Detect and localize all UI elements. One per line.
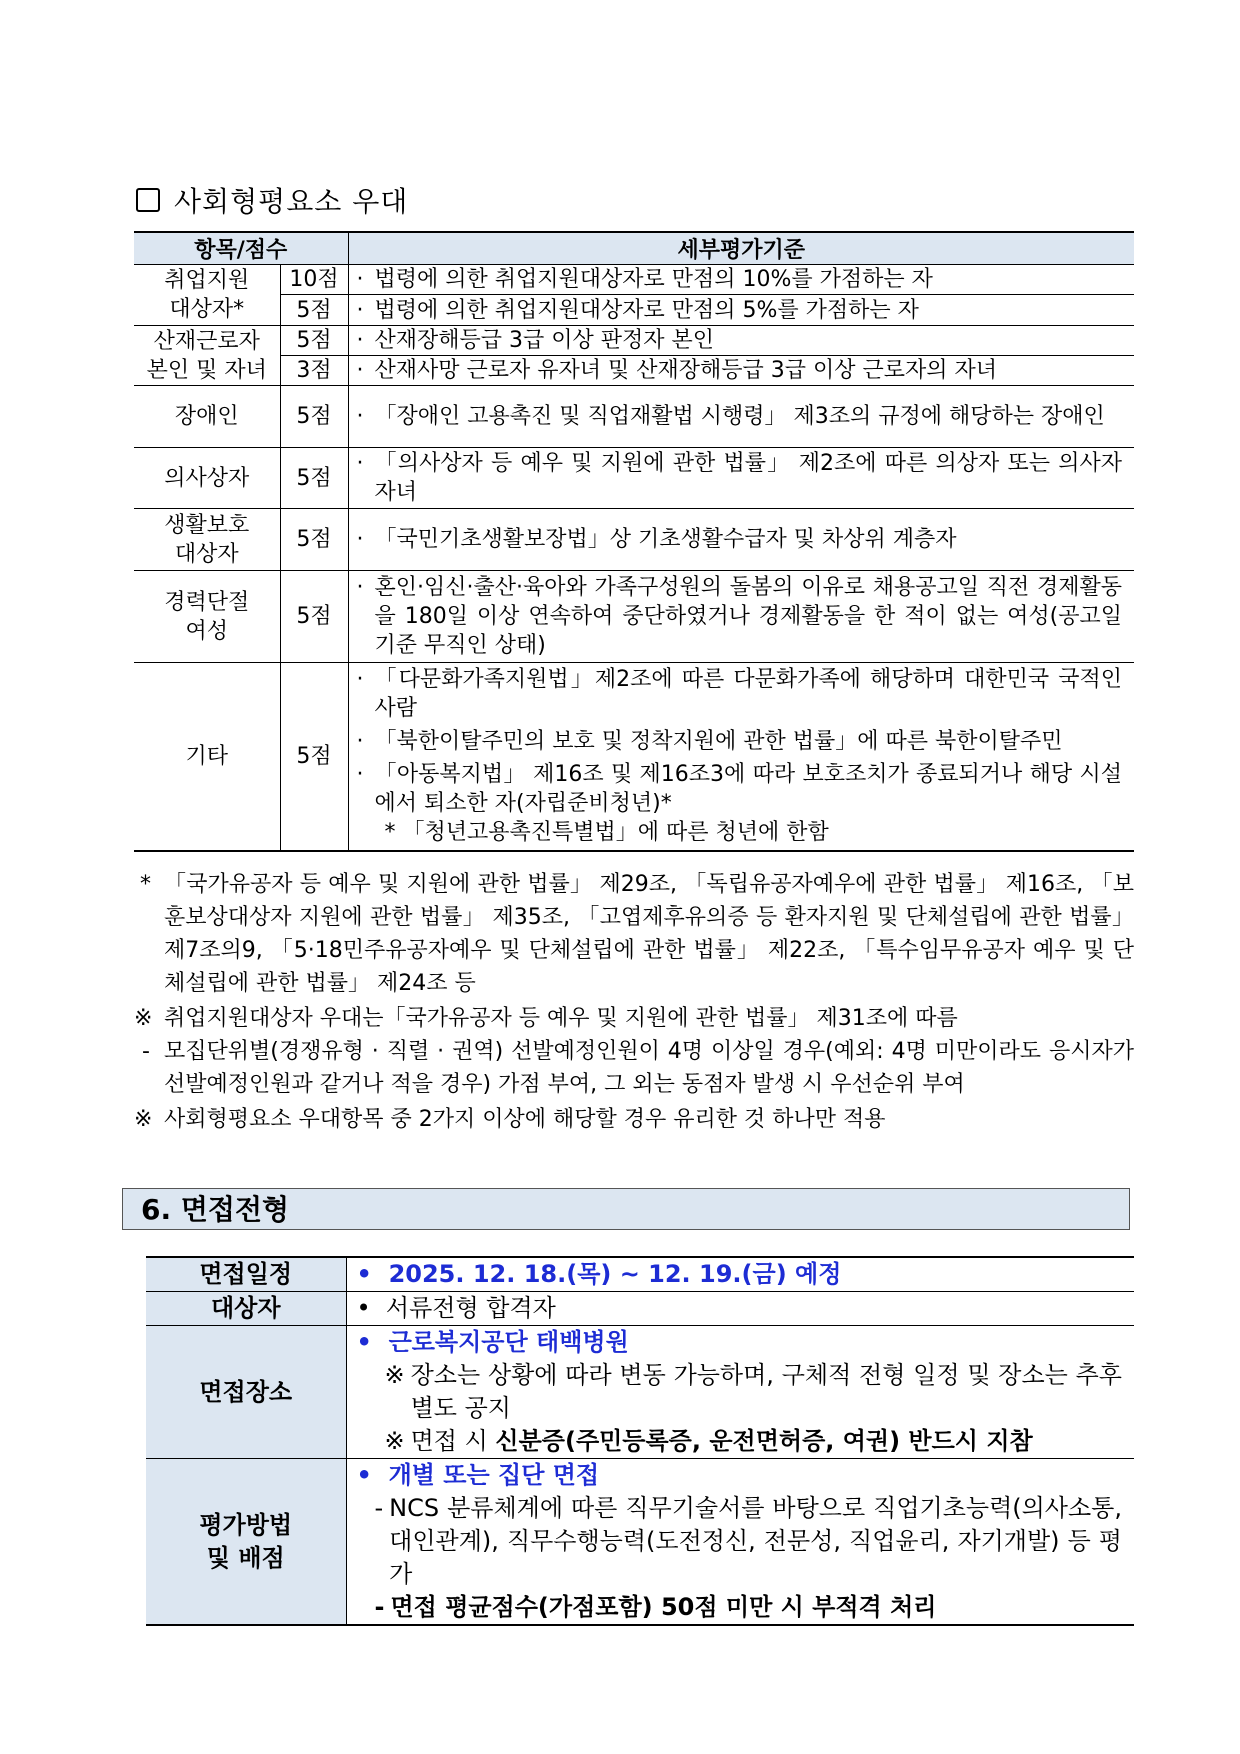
footnote: - 모집단위별(경쟁유형 · 직렬 · 권역) 선발예정인원이 4명 이상일 경우(예외: 4명 미만이라도 응시자가 선발예정인원과 같거나 적을 경우) 가점 부여, 그 외는 동점자 발생 시 우선순위 부여 (142, 1039, 1134, 1097)
points-cell: 5점 (280, 386, 348, 448)
table-row (134, 509, 1134, 571)
table-row (146, 1459, 1134, 1626)
category-cell: 생활보호 대상자 (134, 509, 280, 571)
value-cell: • 근로복지공단 태백병원 ※ 장소는 상황에 따라 변동 가능하며, 구체적 전형 일정 및 장소는 추후 별도 공지 ※ 면접 시 신분증(주민등록증, 운전면허증, 여권) 반드시 지참 (346, 1326, 1134, 1459)
footnote: ※ 사회형평요소 우대항목 중 2가지 이상에 해당할 경우 유리한 것 하나만 적용 (134, 1107, 886, 1132)
points-cell: 10점 (280, 265, 348, 295)
table-row (134, 326, 1134, 356)
criteria-cell: · 법령에 의한 취업지원대상자로 만점의 5%를 가점하는 자 (348, 295, 1134, 326)
criteria-cell: · 산재장해등급 3급 이상 판정자 본인 (348, 326, 1134, 356)
value-cell: • 서류전형 합격자 (346, 1292, 1134, 1326)
section-social-title-text: 사회형평요소 우대 (174, 185, 409, 218)
section-social-title (136, 180, 408, 220)
category-cell: 기타 (134, 663, 280, 851)
footnote: ※ 취업지원대상자 우대는「국가유공자 등 예우 및 지원에 관한 법률」 제31조에 따름 (134, 1006, 958, 1031)
table-header-item: 항목/점수 (134, 232, 348, 265)
criteria-cell: · 「장애인 고용촉진 및 직업재활법 시행령」 제3조의 규정에 해당하는 장애인 (348, 386, 1134, 448)
criteria-cell: · 「의사상자 등 예우 및 지원에 관한 법률」 제2조에 따른 의상자 또는 의사자 자녀 (348, 448, 1134, 509)
footnotes (134, 868, 1134, 1136)
points-cell: 5점 (280, 571, 348, 663)
criteria-cell: · 「다문화가족지원법」제2조에 따른 다문화가족에 해당하며 대한민국 국적인 사람 · 「북한이탈주민의 보호 및 정착지원에 관한 법률」에 따른 북한이탈주민 · 「아동복지법」 제16조 및 제16조3에 따라 보호조치가 종료되거나 해당 시설에서 퇴소한 자(자립준비청년)* * 「청년고용촉진특별법」에 따른 청년에 한함 (348, 663, 1134, 851)
criteria-cell: · 산재사망 근로자 유자녀 및 산재장해등급 3급 이상 근로자의 자녀 (348, 356, 1134, 386)
category-cell: 의사상자 (134, 448, 280, 509)
points-cell: 3점 (280, 356, 348, 386)
interview-table (146, 1256, 1134, 1626)
table-row (146, 1257, 1134, 1292)
table-row (146, 1326, 1134, 1459)
category-cell: 장애인 (134, 386, 280, 448)
label-cell: 면접일정 (146, 1257, 346, 1292)
label-cell: 대상자 (146, 1292, 346, 1326)
category-cell: 취업지원 대상자* (134, 265, 280, 326)
table-row (134, 386, 1134, 448)
checkbox-square-icon (136, 188, 160, 212)
table-row (134, 265, 1134, 295)
criteria-cell: · 혼인·임신·출산·육아와 가족구성원의 돌봄의 이유로 채용공고일 직전 경제활동을 180일 이상 연속하여 중단하였거나 경제활동을 한 적이 없는 여성(공고일 기준 무직인 상태) (348, 571, 1134, 663)
label-cell: 평가방법 및 배점 (146, 1459, 346, 1626)
section-6-title: 6. 면접전형 (122, 1188, 1130, 1230)
table-row (134, 448, 1134, 509)
criteria-cell: · 법령에 의한 취업지원대상자로 만점의 10%를 가점하는 자 (348, 265, 1134, 295)
value-cell: • 2025. 12. 18.(목) ~ 12. 19.(금) 예정 (346, 1257, 1134, 1292)
points-cell: 5점 (280, 663, 348, 851)
points-cell: 5점 (280, 509, 348, 571)
table-row (134, 356, 1134, 386)
label-cell: 면접장소 (146, 1326, 346, 1459)
category-cell: 경력단절 여성 (134, 571, 280, 663)
table-header-criteria: 세부평가기준 (348, 232, 1134, 265)
points-cell: 5점 (280, 326, 348, 356)
social-equity-table (134, 231, 1134, 852)
points-cell: 5점 (280, 295, 348, 326)
table-row (146, 1292, 1134, 1326)
table-row (134, 663, 1134, 851)
points-cell: 5점 (280, 448, 348, 509)
table-row (134, 571, 1134, 663)
footnote: * 「국가유공자 등 예우 및 지원에 관한 법률」 제29조, 「독립유공자예우에 관한 법률」 제16조, 「보훈보상대상자 지원에 관한 법률」 제35조, 「고엽제후유의증 등 환자지원 및 단체설립에 관한 법률」 제7조의9, 「5·18민주유공자예우 및 단체설립에 관한 법률」 제22조, 「특수임무유공자 예우 및 단체설립에 관한 법률」 제24조 등 (140, 872, 1134, 996)
category-cell: 산재근로자 본인 및 자녀 (134, 326, 280, 386)
criteria-cell: · 「국민기초생활보장법」상 기초생활수급자 및 차상위 계층자 (348, 509, 1134, 571)
value-cell: • 개별 또는 집단 면접 - NCS 분류체계에 따른 직무기술서를 바탕으로 직업기초능력(의사소통, 대인관계), 직무수행능력(도전정신, 전문성, 직업윤리, 자기개발) 등 평가 - 면접 평균점수(가점포함) 50점 미만 시 부적격 처리 (346, 1459, 1134, 1626)
table-row (134, 295, 1134, 326)
